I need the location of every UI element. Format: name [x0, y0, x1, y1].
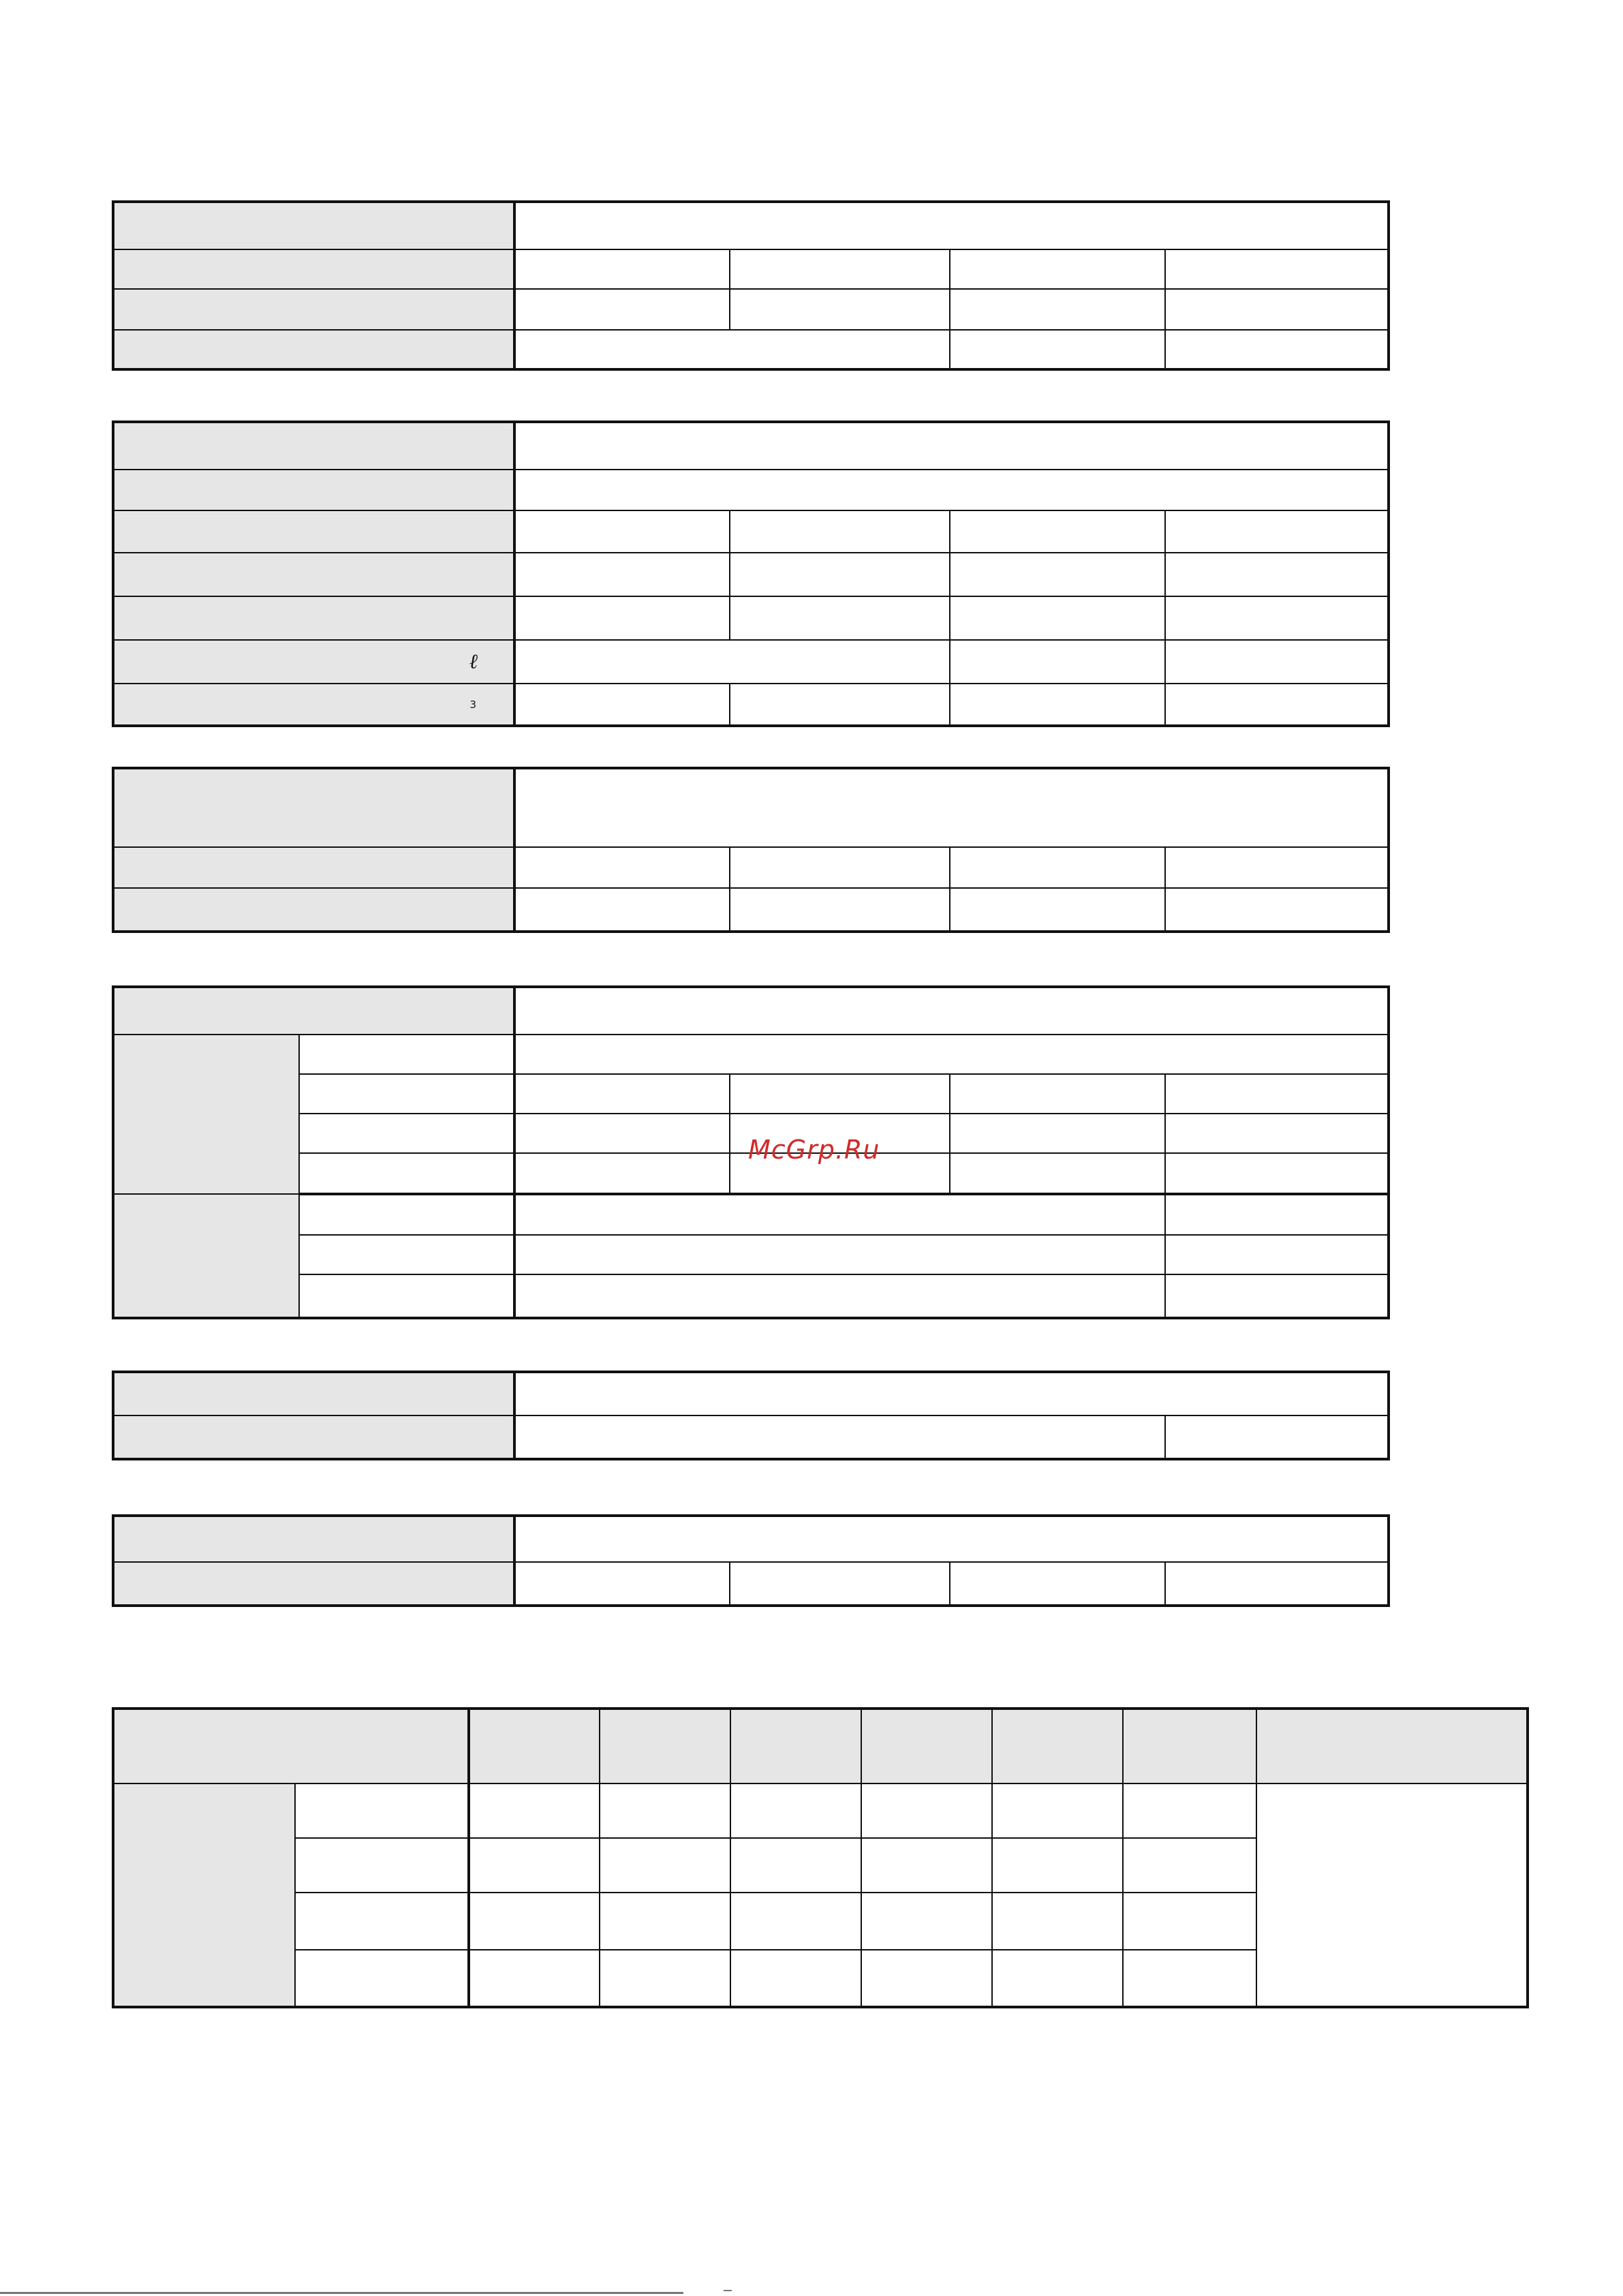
table6-value-cell: [950, 1562, 1165, 1606]
spec-table-5: [112, 1371, 1390, 1460]
table7-value-cell: [730, 1784, 861, 1838]
table6-value-cell: [730, 1562, 950, 1606]
table7-value-cell: [730, 1838, 861, 1893]
liter-unit-symbol: ℓ: [469, 649, 478, 674]
table6-label-cell: [113, 1516, 514, 1562]
table1-label-cell: [113, 330, 514, 369]
table7-sublabel-cell: [295, 1838, 469, 1893]
table2-value-cell: [950, 510, 1165, 553]
table4-sublabel-cell: [299, 1035, 514, 1074]
table3-value-cell: [514, 888, 730, 932]
table1-value-cell: [950, 330, 1165, 369]
table4-value-cell: [514, 1074, 730, 1114]
table7-value-cell: [1123, 1838, 1256, 1893]
table4-sublabel-cell: [299, 1274, 514, 1318]
table7-value-cell: [992, 1950, 1123, 2007]
table7-value-cell: [469, 1950, 600, 2007]
table4-sublabel-cell: [299, 1194, 514, 1235]
table4-value-cell: [514, 1035, 1389, 1074]
table3-value-cell: [1165, 847, 1389, 888]
table1-value-cell: [1165, 330, 1389, 369]
table7-value-cell: [469, 1838, 600, 1893]
table2-value-cell: [730, 510, 950, 553]
table1-label-cell: [113, 289, 514, 330]
table3-value-cell: [514, 847, 730, 888]
table7-value-cell: [600, 1893, 730, 1950]
table2-value-cell: [514, 553, 730, 596]
table4-value-cell: [1165, 1194, 1389, 1235]
table2-value-cell: [1165, 553, 1389, 596]
table7-value-cell: [730, 1893, 861, 1950]
table3-label-cell: [113, 768, 514, 847]
table7-header-cell: [1123, 1709, 1256, 1784]
spec-table-6: [112, 1514, 1390, 1607]
table7-header-cell: [861, 1709, 992, 1784]
table6-value-cell: [1165, 1562, 1389, 1606]
table2-value-cell: [1165, 640, 1389, 684]
table4-sublabel-cell: [299, 1114, 514, 1153]
table2-value-cell: [514, 640, 950, 684]
table3-value-cell: [730, 847, 950, 888]
table6-value-cell: [514, 1516, 1389, 1562]
table3-value-cell: [1165, 888, 1389, 932]
table7-value-cell: [992, 1838, 1123, 1893]
table4-value-cell: [1165, 1114, 1389, 1153]
table2-value-cell: [514, 422, 1389, 470]
table2-label-cell: [113, 510, 514, 553]
table4-value-cell: [514, 1114, 730, 1153]
table1-label-cell: [113, 249, 514, 289]
table6-label-cell: [113, 1562, 514, 1606]
table5-value-cell: [514, 1372, 1389, 1415]
table3-value-cell: [514, 768, 1389, 847]
table2-value-cell: [950, 684, 1165, 726]
table7-sublabel-cell: [295, 1784, 469, 1838]
footer-mark: [724, 2290, 732, 2291]
table2-value-cell: [514, 596, 730, 640]
table7-value-cell: [600, 1950, 730, 2007]
table1-value-cell: [514, 249, 730, 289]
table7-header-cell: [992, 1709, 1123, 1784]
table1-value-cell: [514, 202, 1389, 249]
table7-header-cell: [1256, 1709, 1528, 1784]
table4-sublabel-cell: [299, 1074, 514, 1114]
table7-value-cell: [992, 1893, 1123, 1950]
table1-value-cell: [950, 289, 1165, 330]
table2-value-cell: [514, 684, 730, 726]
table4-value-cell: [1165, 1235, 1389, 1274]
table4-value-cell: [1165, 1074, 1389, 1114]
table7-header-cell: [730, 1709, 861, 1784]
table4-group-cell: [113, 1194, 299, 1318]
table2-value-cell: [514, 470, 1389, 510]
table7-header-cell: [469, 1709, 600, 1784]
table7-value-cell: [861, 1838, 992, 1893]
table7-value-cell: [730, 1950, 861, 2007]
table2-label-cell: [113, 684, 514, 726]
table1-value-cell: [1165, 289, 1389, 330]
table2-value-cell: [950, 596, 1165, 640]
table1-value-cell: [950, 249, 1165, 289]
table1-value-cell: [514, 330, 950, 369]
table4-value-cell: [1165, 1274, 1389, 1318]
table4-label-cell: [113, 987, 514, 1035]
table7-value-cell: [600, 1838, 730, 1893]
table5-label-cell: [113, 1372, 514, 1415]
table4-value-cell: [730, 1074, 950, 1114]
table2-value-cell: [730, 596, 950, 640]
table2-value-cell: [730, 684, 950, 726]
table3-label-cell: [113, 888, 514, 932]
table4-value-cell: [950, 1074, 1165, 1114]
table7-header-cell: [600, 1709, 730, 1784]
table2-value-cell: [514, 510, 730, 553]
footer-rule: [0, 2292, 683, 2294]
table7-value-cell: [1123, 1893, 1256, 1950]
table7-value-cell: [600, 1784, 730, 1838]
table7-value-cell: [861, 1893, 992, 1950]
table2-label-cell: [113, 553, 514, 596]
table2-value-cell: [950, 640, 1165, 684]
table2-value-cell: [1165, 510, 1389, 553]
table7-value-cell: [469, 1784, 600, 1838]
table2-value-cell: [950, 553, 1165, 596]
table4-value-cell: [514, 1194, 1165, 1235]
watermark-text: McGrp.Ru: [748, 1135, 880, 1165]
table4-value-cell: [514, 1153, 730, 1194]
spec-table-7: [112, 1707, 1529, 2008]
table2-label-cell: [113, 640, 514, 684]
table7-value-cell: [469, 1893, 600, 1950]
table3-value-cell: [950, 847, 1165, 888]
table7-value-cell: [861, 1784, 992, 1838]
table2-value-cell: [730, 553, 950, 596]
table1-value-cell: [730, 289, 950, 330]
table7-sublabel-cell: [295, 1893, 469, 1950]
table4-sublabel-cell: [299, 1235, 514, 1274]
table5-value-cell: [1165, 1415, 1389, 1459]
spec-table-2: [112, 420, 1390, 727]
table5-value-cell: [514, 1415, 1165, 1459]
table1-value-cell: [730, 249, 950, 289]
table3-value-cell: [950, 888, 1165, 932]
table7-value-cell: [1123, 1950, 1256, 2007]
table7-header-cell: [113, 1709, 469, 1784]
table1-value-cell: [514, 289, 730, 330]
table7-note-cell: [1256, 1784, 1528, 2007]
table7-value-cell: [992, 1784, 1123, 1838]
table4-value-cell: [514, 987, 1389, 1035]
spec-table-3: [112, 767, 1390, 933]
table3-value-cell: [730, 888, 950, 932]
table1-label-cell: [113, 202, 514, 249]
table2-value-cell: [1165, 684, 1389, 726]
table2-label-cell: [113, 422, 514, 470]
spec-table-1: [112, 200, 1390, 371]
table7-group-cell: [113, 1784, 295, 2007]
table4-group-cell: [113, 1035, 299, 1194]
table4-value-cell: [950, 1114, 1165, 1153]
table4-sublabel-cell: [299, 1153, 514, 1194]
table3-label-cell: [113, 847, 514, 888]
table2-label-cell: [113, 470, 514, 510]
table7-sublabel-cell: [295, 1950, 469, 2007]
table7-value-cell: [1123, 1784, 1256, 1838]
table4-value-cell: [1165, 1153, 1389, 1194]
cubic-superscript: 3: [469, 698, 476, 711]
table2-label-cell: [113, 596, 514, 640]
table6-value-cell: [514, 1562, 730, 1606]
table7-value-cell: [861, 1950, 992, 2007]
table4-value-cell: [514, 1235, 1165, 1274]
table4-value-cell: [514, 1274, 1165, 1318]
table2-value-cell: [1165, 596, 1389, 640]
table4-value-cell: [950, 1153, 1165, 1194]
table1-value-cell: [1165, 249, 1389, 289]
table5-label-cell: [113, 1415, 514, 1459]
